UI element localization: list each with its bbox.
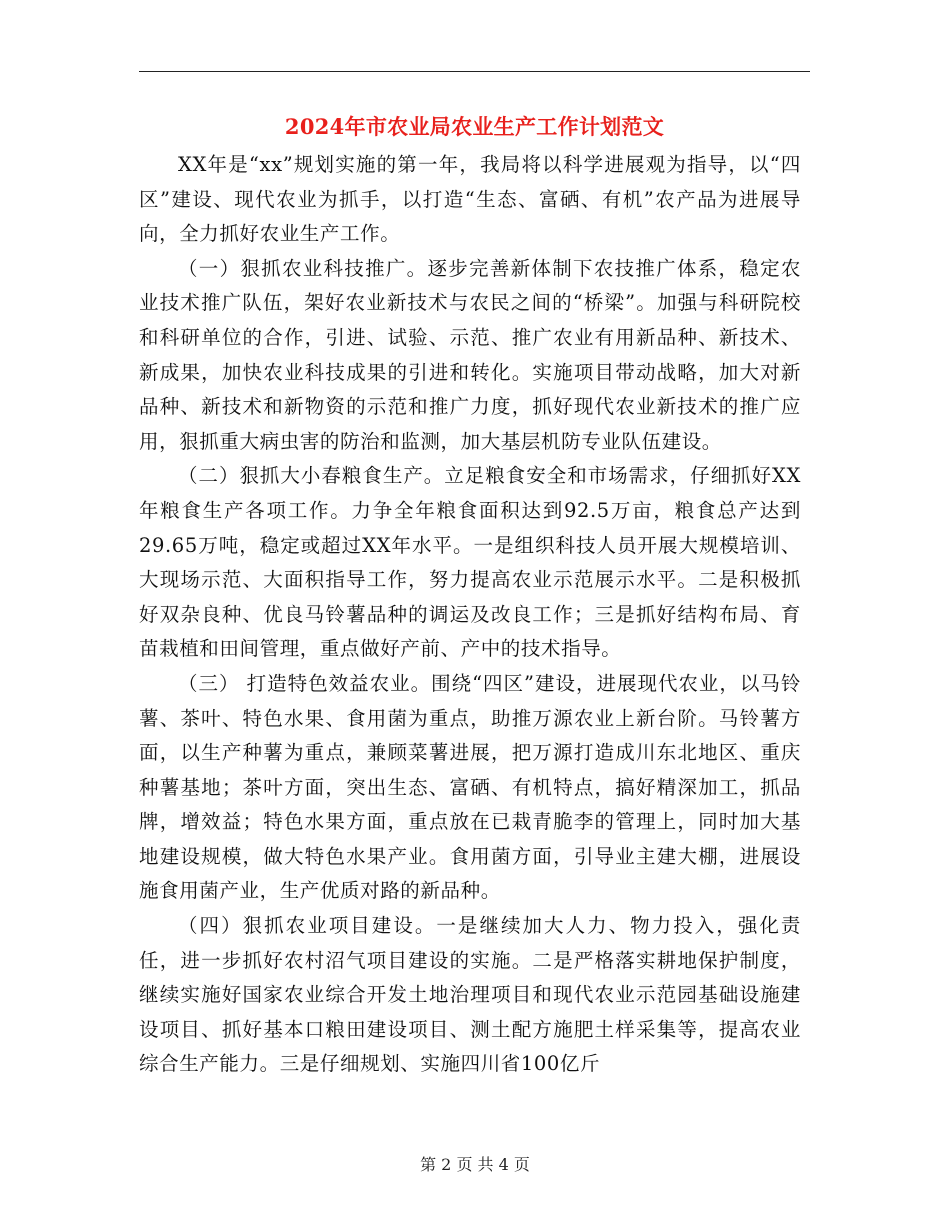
- paragraph-section-2: （二）狠抓大小春粮食生产。立足粮食安全和市场需求，仔细抓好XX年粮食生产各项工作。力争全年粮食面积达到92.5万亩，粮食总产达到29.65万吨，稳定或超过XX年水平。一是组织科技人员开展大规模培训、大现场示范、大面积指导工作，努力提高农业示范展示水平。二是积极抓好双杂良种、优良马铃薯品种的调运及改良工作；三是抓好结构布局、育苗栽植和田间管理，重点做好产前、产中的技术指导。: [139, 464, 801, 661]
- paragraph-section-4: （四）狠抓农业项目建设。一是继续加大人力、物力投入，强化责任，进一步抓好农村沼气项目建设的实施。二是严格落实耕地保护制度，继续实施好国家农业综合开发土地治理项目和现代农业示范园基础设施建设项目、抓好基本口粮田建设项目、测土配方施肥土样采集等，提高农业综合生产能力。三是仔细规划、实施四川省100亿斤: [139, 914, 801, 1076]
- paragraph-section-1: （一）狠抓农业科技推广。逐步完善新体制下农技推广体系，稳定农业技术推广队伍，架好农业新技术与农民之间的“桥梁”。加强与科研院校和科研单位的合作，引进、试验、示范、推广农业有用新品种、新技术、新成果，加快农业科技成果的引进和转化。实施项目带动战略，加大对新品种、新技术和新物资的示范和推广力度，抓好现代农业新技术的推广应用，狠抓重大病虫害的防治和监测，加大基层机防专业队伍建设。: [139, 256, 801, 453]
- paragraph-intro: XX年是“xx”规划实施的第一年，我局将以科学进展观为指导，以“四区”建设、现代农业为抓手，以打造“生态、富硒、有机”农产品为进展导向，全力抓好农业生产工作。: [139, 153, 801, 246]
- document-title: 2024年市农业局农业生产工作计划范文: [284, 114, 665, 139]
- page-number-footer: 第 2 页 共 4 页: [420, 1155, 530, 1174]
- document-body: [139, 148, 801, 1082]
- paragraph-section-3: （三） 打造特色效益农业。围绕“四区”建设，进展现代农业，以马铃薯、茶叶、特色水果、食用菌为重点，助推万源农业上新台阶。马铃薯方面，以生产种薯为重点，兼顾菜薯进展，把万源打造成川东北地区、重庆种薯基地；茶叶方面，突出生态、富硒、有机特点，搞好精深加工，抓品牌，增效益；特色水果方面，重点放在已栽青脆李的管理上，同时加大基地建设规模，做大特色水果产业。食用菌方面，引导业主建大棚，进展设施食用菌产业，生产优质对路的新品种。: [139, 671, 801, 903]
- header-rule: [139, 71, 810, 72]
